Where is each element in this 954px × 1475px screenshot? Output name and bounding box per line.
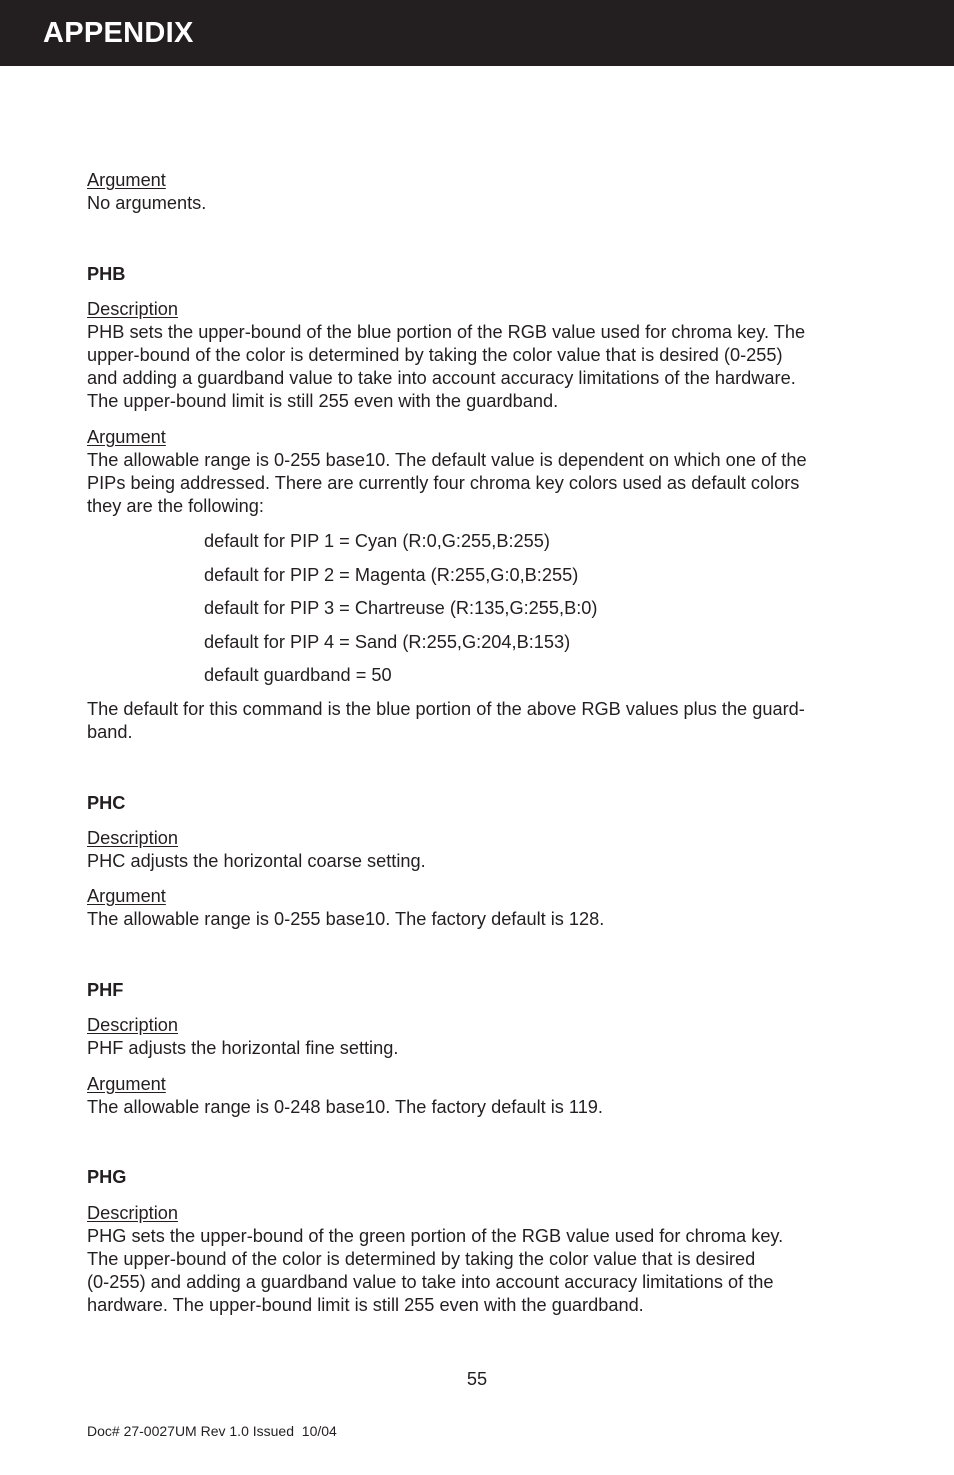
- argument-label: Argument: [87, 886, 166, 906]
- section-heading-phf: PHF: [87, 980, 124, 1000]
- description-line: hardware. The upper-bound limit is still 255 even with the guardband.: [87, 1295, 644, 1315]
- argument-label: Argument: [87, 1074, 166, 1094]
- argument-text: The allowable range is 0-255 base10. The factory default is 128.: [87, 909, 605, 929]
- page-title: APPENDIX: [43, 17, 194, 49]
- argument-text: No arguments.: [87, 193, 207, 213]
- section-heading-phb: PHB: [87, 264, 126, 284]
- argument-line: The allowable range is 0-255 base10. The default value is dependent on which one of the: [87, 450, 807, 470]
- document-id: Doc# 27-0027UM Rev 1.0 Issued 10/04: [87, 1423, 337, 1439]
- default-value-line: default guardband = 50: [204, 665, 392, 685]
- page-number: 55: [466, 1369, 488, 1389]
- description-text: PHF adjusts the horizontal fine setting.: [87, 1038, 399, 1058]
- description-label: Description: [87, 1203, 178, 1223]
- argument-line: PIPs being addressed. There are currently four chroma key colors used as default colors: [87, 473, 800, 493]
- argument-line: they are the following:: [87, 496, 264, 516]
- argument-label: Argument: [87, 170, 166, 190]
- argument-label: Argument: [87, 427, 166, 447]
- default-value-line: default for PIP 4 = Sand (R:255,G:204,B:153): [204, 632, 571, 652]
- header-bar: [0, 0, 954, 66]
- description-line: The upper-bound limit is still 255 even with the guardband.: [87, 391, 559, 411]
- description-line: (0-255) and adding a guardband value to take into account accuracy limitations of the: [87, 1272, 774, 1292]
- argument-text: The allowable range is 0-248 base10. The factory default is 119.: [87, 1097, 603, 1117]
- description-label: Description: [87, 1015, 178, 1035]
- closing-line: The default for this command is the blue portion of the above RGB values plus the guard-: [87, 699, 805, 719]
- description-label: Description: [87, 828, 178, 848]
- description-line: upper-bound of the color is determined by taking the color value that is desired (0-255): [87, 345, 783, 365]
- description-line: and adding a guardband value to take into account accuracy limitations of the hardware.: [87, 368, 796, 388]
- description-line: The upper-bound of the color is determined by taking the color value that is desired: [87, 1249, 756, 1269]
- section-heading-phg: PHG: [87, 1167, 127, 1187]
- closing-line: band.: [87, 722, 133, 742]
- default-value-line: default for PIP 3 = Chartreuse (R:135,G:255,B:0): [204, 598, 598, 618]
- description-label: Description: [87, 299, 178, 319]
- default-value-line: default for PIP 2 = Magenta (R:255,G:0,B:255): [204, 565, 579, 585]
- description-line: PHB sets the upper-bound of the blue portion of the RGB value used for chroma key. The: [87, 322, 806, 342]
- description-text: PHC adjusts the horizontal coarse setting.: [87, 851, 426, 871]
- default-value-line: default for PIP 1 = Cyan (R:0,G:255,B:255): [204, 531, 550, 551]
- section-heading-phc: PHC: [87, 793, 126, 813]
- description-line: PHG sets the upper-bound of the green portion of the RGB value used for chroma key.: [87, 1226, 784, 1246]
